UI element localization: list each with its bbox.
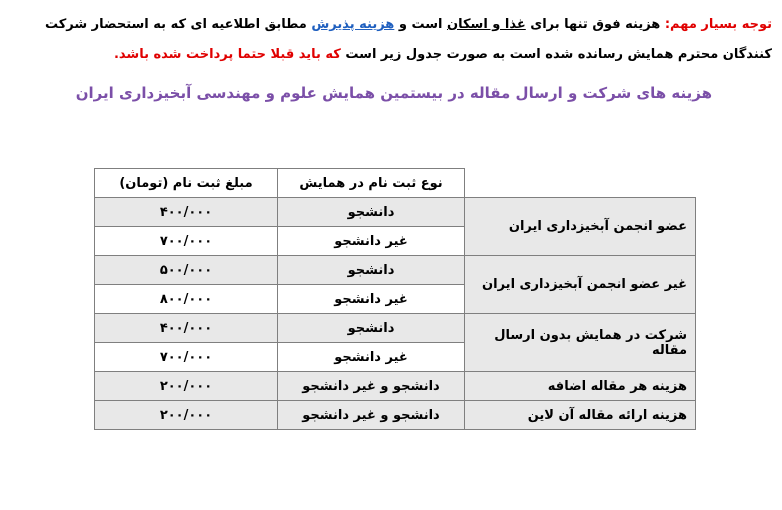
notice-food-lodging: غذا و اسکان (447, 17, 526, 32)
page-title: هزینه های شرکت و ارسال مقاله در بیستمین همایش علوم و مهندسی آبخیزداری ایران (75, 84, 712, 102)
notice-text: است و (394, 17, 447, 32)
fee-category: هزینه ارائه مقاله آن لاین (465, 401, 696, 430)
registration-type: دانشجو (278, 198, 465, 227)
registration-type: دانشجو و غیر دانشجو (278, 401, 465, 430)
registration-amount: ۲۰۰/۰۰۰ (95, 401, 278, 430)
table-row (95, 314, 696, 343)
registration-type: غیر دانشجو (278, 343, 465, 372)
registration-amount: ۲۰۰/۰۰۰ (95, 372, 278, 401)
registration-amount: ۷۰۰/۰۰۰ (95, 343, 278, 372)
registration-amount: ۴۰۰/۰۰۰ (95, 314, 278, 343)
fee-category: عضو انجمن آبخیزداری ایران (465, 198, 696, 256)
registration-amount: ۴۰۰/۰۰۰ (95, 198, 278, 227)
important-notice (7, 10, 772, 70)
registration-type: دانشجو (278, 256, 465, 285)
fee-category: غیر عضو انجمن آبخیزداری ایران (465, 256, 696, 314)
registration-type: دانشجو (278, 314, 465, 343)
fees-table-body (95, 169, 696, 430)
registration-type: غیر دانشجو (278, 285, 465, 314)
fee-category: شرکت در همایش بدون ارسال مقاله (465, 314, 696, 372)
notice-acceptance-fee-link[interactable]: هزینه پذیرش (311, 17, 395, 32)
table-row (95, 256, 696, 285)
notice-text: هزینه فوق تنها برای (525, 17, 665, 32)
registration-amount: ۸۰۰/۰۰۰ (95, 285, 278, 314)
registration-type: دانشجو و غیر دانشجو (278, 372, 465, 401)
table-header-type: نوع ثبت نام در همایش (278, 169, 465, 198)
notice-prepaid-warning: که باید قبلا حتما پرداخت شده باشد. (113, 47, 341, 62)
table-header-amount: مبلغ ثبت نام (تومان) (95, 169, 278, 198)
fee-category: هزینه هر مقاله اضافه (465, 372, 696, 401)
registration-amount: ۷۰۰/۰۰۰ (95, 227, 278, 256)
table-row (95, 401, 696, 430)
fees-table (94, 168, 696, 430)
table-header-empty (465, 169, 696, 198)
notice-label: توجه بسیار مهم: (664, 17, 772, 32)
table-header-row (95, 169, 696, 198)
table-row (95, 198, 696, 227)
registration-type: غیر دانشجو (278, 227, 465, 256)
notice-text: مطابق اطلاعیه ای که به استحضار شرکت کنندگان محترم همایش رسانده شده است به صورت جدول زیر است (44, 17, 772, 62)
registration-amount: ۵۰۰/۰۰۰ (95, 256, 278, 285)
table-row (95, 372, 696, 401)
